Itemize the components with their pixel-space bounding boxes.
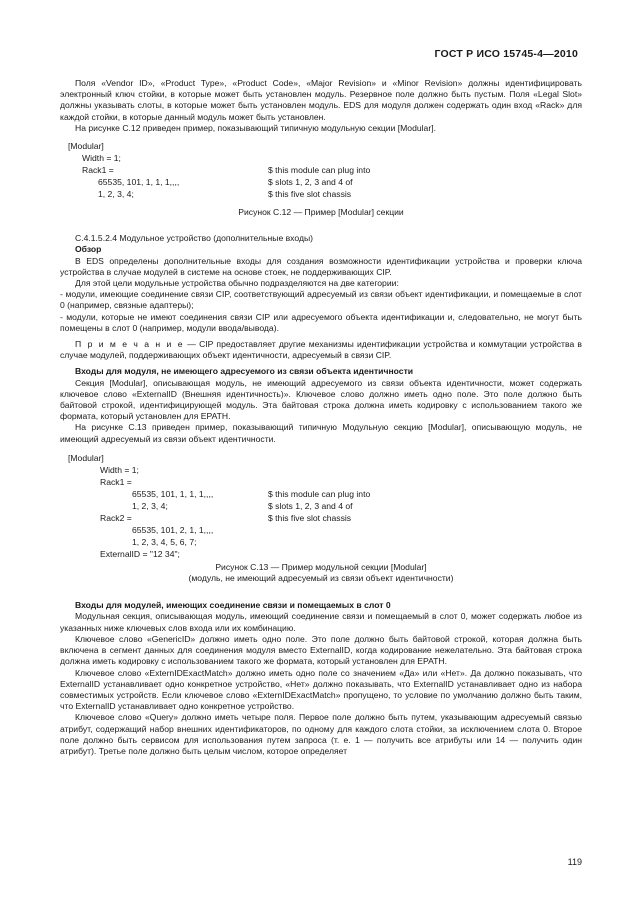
code-comment: $ slots 1, 2, 3 and 4 of <box>268 177 353 188</box>
code-line: 65535, 101, 1, 1, 1,,,, <box>98 177 180 188</box>
code-line: 65535, 101, 2, 1, 1,,,, <box>132 524 214 535</box>
note <box>60 339 582 361</box>
subsection-heading: Входы для модуля, не имеющего адресуемого из связи объекта идентичности <box>75 366 414 377</box>
paragraph: На рисунке C.12 приведен пример, показывающий типичную модульную секции [Modular]. <box>75 122 436 133</box>
code-line: 1, 2, 3, 4; <box>132 500 168 511</box>
paragraph: Секция [Modular], описывающая модуль, не имеющий адресуемого из связи объекта идентичности, может содержать ключевое слово «ExternalID (Внешняя идентичность)». Ключевое слово должно иметь одно поле. Это поле должно быть байтовой строкой, идентифицирующей модуль. Эта байтовая строка должна иметь кодировку с использованием такого же формата, который установлен для EPATH. <box>60 377 582 422</box>
section-heading: C.4.1.5.2.4 Модульное устройство (дополнительные входы) <box>75 233 314 244</box>
page-content <box>60 78 582 757</box>
code-comment: $ this five slot chassis <box>268 512 352 523</box>
figure-caption-subtitle: (модуль, не имеющий адресуемый из связи объект идентичности) <box>188 573 454 584</box>
code-line: 1, 2, 3, 4; <box>98 189 134 200</box>
paragraph: Ключевое слово «ExternIDExactMatch» должно иметь одно поле со значением «Да» или «Нет». Да должно показывать, что ExternalID устанавливает одно конкретное устройство, «Нет» должно показывать, что ExternalID устанавливает одно из набора совместимых устройств. Если ключевое слово «ExternIDExactMatch» пропущено, то условие по умолчанию должно быть таким, что ExternalID устанавливает одно конкретное устройство. <box>60 667 582 712</box>
code-line: 1, 2, 3, 4, 5, 6, 7; <box>132 536 197 547</box>
paragraph: Модульная секция, описывающая модуль, имеющий соединение связи и помещаемый в слот 0, может содержать любое из указанных ниже ключевых слов входа или их комбинацию. <box>60 611 582 633</box>
code-line: [Modular] <box>68 452 104 463</box>
list-item: - модули, которые не имеют соединения связи CIP или адресуемого объекта идентификации и, следовательно, не могут быть помещены в слот 0 (например, модули ввода/вывода). <box>60 311 582 333</box>
code-comment: $ this module can plug into <box>268 488 371 499</box>
subsection-heading: Обзор <box>75 244 102 255</box>
figure-caption: Рисунок C.13 — Пример модульной секции [Modular] <box>215 561 427 572</box>
paragraph: В EDS определены дополнительные входы для создания возможности идентификации устройства и проверки ключа устройства в случае модулей в системе на основе стоек, не поддерживающих CIP. <box>60 255 582 277</box>
code-listing-c13 <box>60 452 582 560</box>
code-line: Rack1 = <box>82 165 114 176</box>
figure-caption: Рисунок C.12 — Пример [Modular] секции <box>238 207 404 218</box>
paragraph: На рисунке C.13 приведен пример, показывающий типичную Модульную секцию [Modular], описывающую модуль, не имеющий адресуемый из связи объект идентичности. <box>60 422 582 444</box>
code-line: Width = 1; <box>82 153 121 164</box>
code-listing-c12 <box>60 140 582 200</box>
code-line: Width = 1; <box>100 464 139 475</box>
paragraph: Ключевое слово «GenericID» должно иметь одно поле. Это поле должно быть байтовой строкой, которая должна быть включена в сегмент данных для соединения модуля вместо ExternalID, когда кодирование нежелательно. Эта байтовая строка должна иметь кодировку с использованием такого же формата, который установлен для EPATH. <box>60 633 582 667</box>
code-line: Rack2 = <box>100 512 132 523</box>
list-item: - модули, имеющие соединение связи CIP, соответствующий адресуемый из связи объект идентификации, и помещаемые в слот 0 (например, связные адаптеры); <box>60 289 582 311</box>
note-text: — CIP предоставляет другие механизмы идентификации устройства и коммутации устройства в случае модулей, поддерживающих объект идентичности, адресуемый в связи CIP. <box>60 339 582 361</box>
code-comment: $ this module can plug into <box>268 165 371 176</box>
subsection-heading: Входы для модулей, имеющих соединение связи и помещаемых в слот 0 <box>75 600 391 611</box>
page-number: 119 <box>567 857 582 867</box>
code-comment: $ this five slot chassis <box>268 189 352 200</box>
code-line: [Modular] <box>68 141 104 152</box>
code-line: ExternalID = "12 34"; <box>100 548 180 559</box>
code-line: 65535, 101, 1, 1, 1,,,, <box>132 488 214 499</box>
paragraph: Для этой цели модульные устройства обычно подразделяются на две категории: <box>75 278 399 289</box>
standard-header: ГОСТ Р ИСО 15745-4—2010 <box>434 48 578 60</box>
paragraph: Поля «Vendor ID», «Product Type», «Product Code», «Major Revision» и «Minor Revision» должны идентифицировать электронный ключ стойки, в которые может быть установлен модуль. Резервное поле должно быть пустым. Поля «Legal Slot» должны указывать слоты, в которые может быть установлен модуль. EDS для модуля должен содержать один вход «Rack» для каждой стойки, в которые данный модуль может быть установлен. <box>60 78 582 122</box>
paragraph: Ключевое слово «Query» должно иметь четыре поля. Первое поле должно быть путем, указывающим адресуемый связью атрибут, содержащий набор внешних идентификаторов, по одному для каждого слота стойки, за исключением слота 0. Второе поле должно быть сервисом для использования путем запроса (т. е. 1 — получить все атрибуты или 14 — получить один атрибут). Третье поле должно быть целым числом, которое определяет <box>60 712 582 756</box>
note-label: П р и м е ч а н и е <box>75 339 185 350</box>
code-line: Rack1 = <box>100 476 132 487</box>
code-comment: $ slots 1, 2, 3 and 4 of <box>268 500 353 511</box>
